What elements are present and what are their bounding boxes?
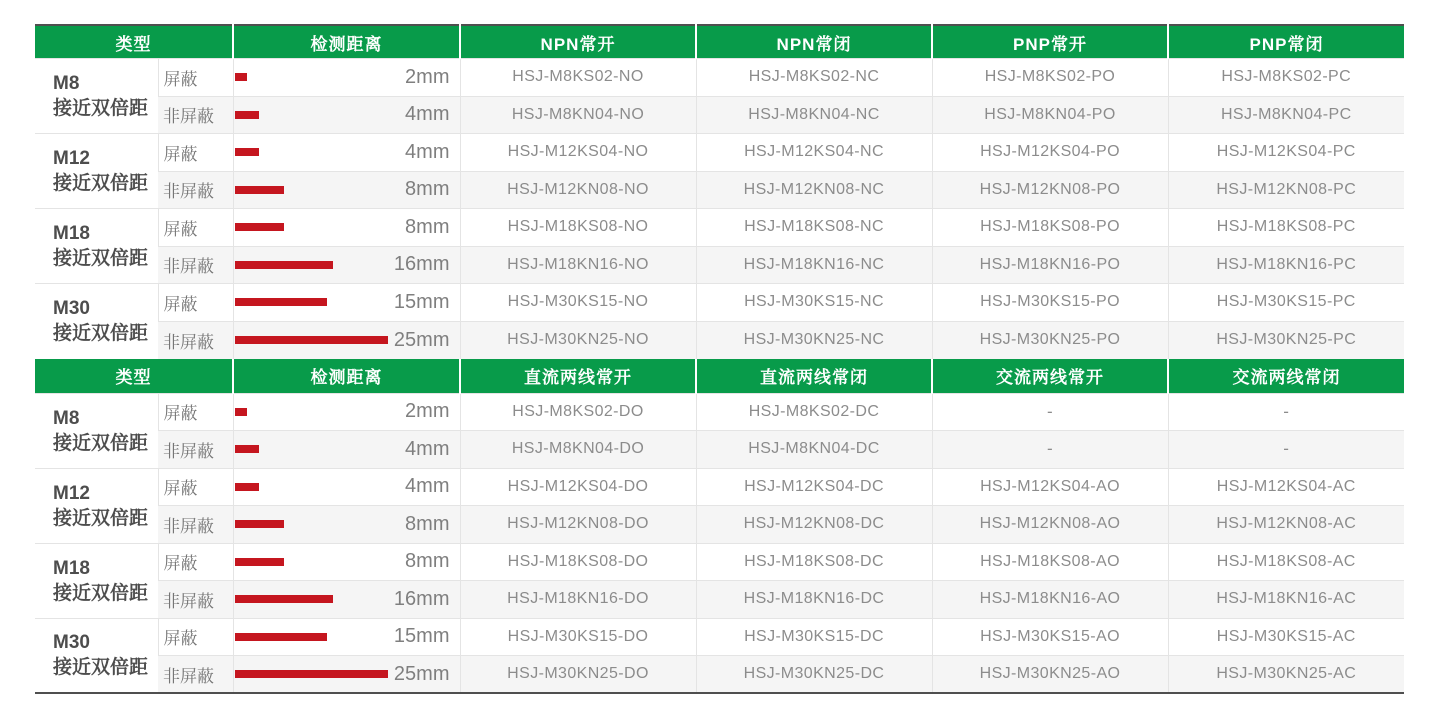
part-number-cell: HSJ-M12KS04-PC — [1168, 134, 1404, 172]
distance-cell — [233, 96, 460, 134]
distance-bar — [235, 336, 388, 344]
column-header: 检测距离 — [233, 359, 460, 394]
shield-cell: 非屏蔽 — [158, 246, 233, 284]
part-number-cell: HSJ-M8KS02-NO — [460, 59, 696, 97]
part-number-cell: HSJ-M12KS04-AO — [932, 468, 1168, 506]
part-number-cell: HSJ-M12KN08-DC — [696, 506, 932, 544]
empty-cell: - — [1168, 393, 1404, 431]
empty-cell: - — [932, 393, 1168, 431]
part-number-cell: HSJ-M30KS15-DO — [460, 618, 696, 656]
distance-label: 15mm — [393, 290, 450, 313]
type-desc-label: 接近双倍距 — [53, 323, 149, 345]
type-desc-label: 接近双倍距 — [53, 582, 149, 604]
shield-cell: 非屏蔽 — [158, 431, 233, 469]
distance-bar — [235, 408, 247, 416]
part-number-cell: HSJ-M8KN04-DO — [460, 431, 696, 469]
table-row — [35, 581, 1404, 619]
shield-cell: 非屏蔽 — [158, 656, 233, 694]
part-number-cell: HSJ-M30KS15-AC — [1168, 618, 1404, 656]
shield-cell: 非屏蔽 — [158, 96, 233, 134]
distance-bar — [235, 483, 259, 491]
part-number-cell: HSJ-M18KN16-AO — [932, 581, 1168, 619]
distance-cell — [233, 246, 460, 284]
distance-label: 8mm — [405, 178, 450, 201]
part-number-cell: HSJ-M8KS02-DC — [696, 393, 932, 431]
part-number-cell: HSJ-M18KS08-PO — [932, 209, 1168, 247]
distance-bar — [235, 223, 284, 231]
distance-cell — [233, 59, 460, 97]
table-row — [35, 171, 1404, 209]
part-number-cell: HSJ-M30KN25-DO — [460, 656, 696, 694]
part-number-cell: HSJ-M18KN16-PO — [932, 246, 1168, 284]
part-number-cell: HSJ-M8KN04-PC — [1168, 96, 1404, 134]
npn-pnp-spec-table — [35, 24, 1404, 359]
distance-cell — [233, 506, 460, 544]
distance-label: 15mm — [393, 625, 450, 648]
part-number-cell: HSJ-M8KS02-DO — [460, 393, 696, 431]
part-number-cell: HSJ-M12KS04-DO — [460, 468, 696, 506]
distance-bar — [235, 670, 388, 678]
part-number-cell: HSJ-M30KS15-PC — [1168, 284, 1404, 322]
distance-cell — [233, 656, 460, 694]
part-number-cell: HSJ-M12KS04-AC — [1168, 468, 1404, 506]
part-number-cell: HSJ-M8KS02-PC — [1168, 59, 1404, 97]
type-desc-label: 接近双倍距 — [53, 432, 149, 454]
part-number-cell: HSJ-M30KS15-PO — [932, 284, 1168, 322]
table-row — [35, 543, 1404, 581]
distance-label: 25mm — [393, 328, 450, 351]
distance-label: 4mm — [405, 140, 450, 163]
empty-cell: - — [1168, 431, 1404, 469]
type-cell — [35, 209, 158, 284]
distance-label: 2mm — [405, 400, 450, 423]
type-size-label: M8 — [53, 73, 80, 94]
part-number-cell: HSJ-M12KN08-DO — [460, 506, 696, 544]
distance-bar — [235, 111, 259, 119]
table-row — [35, 59, 1404, 97]
type-cell — [35, 134, 158, 209]
column-header: 类型 — [35, 359, 233, 394]
table-row — [35, 618, 1404, 656]
part-number-cell: HSJ-M18KN16-AC — [1168, 581, 1404, 619]
part-number-cell: HSJ-M8KN04-NO — [460, 96, 696, 134]
distance-cell — [233, 284, 460, 322]
part-number-cell: HSJ-M30KS15-NC — [696, 284, 932, 322]
type-cell — [35, 543, 158, 618]
distance-label: 4mm — [405, 475, 450, 498]
distance-bar — [235, 633, 327, 641]
table-row — [35, 393, 1404, 431]
type-size-label: M30 — [53, 632, 90, 654]
sensor-table-dc-ac — [35, 359, 1403, 695]
part-number-cell: HSJ-M12KS04-DC — [696, 468, 932, 506]
column-header: 直流两线常闭 — [696, 359, 932, 394]
part-number-cell: HSJ-M30KN25-PC — [1168, 321, 1404, 359]
distance-bar — [235, 148, 259, 156]
distance-label: 4mm — [405, 437, 450, 460]
column-header: PNP常开 — [932, 25, 1168, 59]
type-cell — [35, 618, 158, 693]
table-row — [35, 431, 1404, 469]
type-cell — [35, 59, 158, 134]
part-number-cell: HSJ-M18KS08-PC — [1168, 209, 1404, 247]
distance-bar — [235, 73, 247, 81]
part-number-cell: HSJ-M12KN08-AC — [1168, 506, 1404, 544]
part-number-cell: HSJ-M12KN08-NO — [460, 171, 696, 209]
shield-cell: 非屏蔽 — [158, 321, 233, 359]
column-header: 类型 — [35, 25, 233, 59]
part-number-cell: HSJ-M18KN16-NC — [696, 246, 932, 284]
table-row — [35, 468, 1404, 506]
table-row — [35, 209, 1404, 247]
part-number-cell: HSJ-M18KN16-PC — [1168, 246, 1404, 284]
part-number-cell: HSJ-M8KN04-DC — [696, 431, 932, 469]
part-number-cell: HSJ-M12KN08-PO — [932, 171, 1168, 209]
distance-label: 16mm — [393, 253, 450, 276]
part-number-cell: HSJ-M12KS04-NO — [460, 134, 696, 172]
part-number-cell: HSJ-M8KN04-NC — [696, 96, 932, 134]
distance-bar — [235, 445, 259, 453]
distance-cell — [233, 543, 460, 581]
shield-cell: 屏蔽 — [158, 59, 233, 97]
part-number-cell: HSJ-M18KN16-DC — [696, 581, 932, 619]
column-header: 直流两线常开 — [460, 359, 696, 394]
part-number-cell: HSJ-M8KS02-PO — [932, 59, 1168, 97]
distance-cell — [233, 618, 460, 656]
part-number-cell: HSJ-M18KS08-DC — [696, 543, 932, 581]
shield-cell: 屏蔽 — [158, 618, 233, 656]
distance-label: 2mm — [405, 65, 450, 88]
shield-cell: 屏蔽 — [158, 134, 233, 172]
part-number-cell: HSJ-M30KS15-DC — [696, 618, 932, 656]
part-number-cell: HSJ-M30KS15-NO — [460, 284, 696, 322]
dc-ac-spec-table — [35, 359, 1404, 695]
shield-cell: 非屏蔽 — [158, 506, 233, 544]
distance-cell — [233, 321, 460, 359]
type-cell — [35, 468, 158, 543]
shield-cell: 屏蔽 — [158, 543, 233, 581]
column-header: 交流两线常开 — [932, 359, 1168, 394]
table-row — [35, 246, 1404, 284]
part-number-cell: HSJ-M8KS02-NC — [696, 59, 932, 97]
part-number-cell: HSJ-M8KN04-PO — [932, 96, 1168, 134]
distance-cell — [233, 581, 460, 619]
part-number-cell: HSJ-M18KS08-AO — [932, 543, 1168, 581]
part-number-cell: HSJ-M30KN25-PO — [932, 321, 1168, 359]
part-number-cell: HSJ-M30KN25-DC — [696, 656, 932, 694]
part-number-cell: HSJ-M12KN08-PC — [1168, 171, 1404, 209]
type-cell — [35, 393, 158, 468]
part-number-cell: HSJ-M18KS08-AC — [1168, 543, 1404, 581]
type-size-label: M18 — [53, 557, 90, 579]
product-spec-sheet — [35, 24, 1403, 694]
column-header: NPN常开 — [460, 25, 696, 59]
table-row — [35, 96, 1404, 134]
part-number-cell: HSJ-M18KN16-NO — [460, 246, 696, 284]
part-number-cell: HSJ-M12KS04-NC — [696, 134, 932, 172]
type-size-label: M18 — [53, 223, 90, 244]
table-row — [35, 321, 1404, 359]
part-number-cell: HSJ-M30KN25-NO — [460, 321, 696, 359]
type-size-label: M12 — [53, 148, 90, 169]
distance-bar — [235, 558, 284, 566]
shield-cell: 非屏蔽 — [158, 581, 233, 619]
type-size-label: M8 — [53, 407, 80, 429]
part-number-cell: HSJ-M30KS15-AO — [932, 618, 1168, 656]
table-row — [35, 506, 1404, 544]
part-number-cell: HSJ-M18KS08-NO — [460, 209, 696, 247]
shield-cell: 非屏蔽 — [158, 171, 233, 209]
part-number-cell: HSJ-M18KS08-NC — [696, 209, 932, 247]
distance-bar — [235, 261, 333, 269]
type-cell — [35, 284, 158, 359]
header-row — [35, 25, 1404, 59]
part-number-cell: HSJ-M30KN25-AC — [1168, 656, 1404, 694]
column-header: NPN常闭 — [696, 25, 932, 59]
distance-label: 8mm — [405, 512, 450, 535]
table-row — [35, 656, 1404, 694]
distance-bar — [235, 595, 333, 603]
sensor-table-npn-pnp — [35, 24, 1403, 359]
distance-cell — [233, 393, 460, 431]
distance-label: 8mm — [405, 550, 450, 573]
type-desc-label: 接近双倍距 — [53, 173, 149, 194]
part-number-cell: HSJ-M18KS08-DO — [460, 543, 696, 581]
column-header: 交流两线常闭 — [1168, 359, 1404, 394]
distance-cell — [233, 468, 460, 506]
table-row — [35, 134, 1404, 172]
type-desc-label: 接近双倍距 — [53, 507, 149, 529]
distance-bar — [235, 298, 327, 306]
distance-cell — [233, 209, 460, 247]
part-number-cell: HSJ-M18KN16-DO — [460, 581, 696, 619]
part-number-cell: HSJ-M12KN08-NC — [696, 171, 932, 209]
part-number-cell: HSJ-M30KN25-NC — [696, 321, 932, 359]
distance-label: 16mm — [393, 587, 450, 610]
distance-cell — [233, 134, 460, 172]
distance-label: 4mm — [405, 103, 450, 126]
distance-bar — [235, 520, 284, 528]
column-header: 检测距离 — [233, 25, 460, 59]
shield-cell: 屏蔽 — [158, 284, 233, 322]
distance-cell — [233, 431, 460, 469]
distance-label: 8mm — [405, 215, 450, 238]
type-desc-label: 接近双倍距 — [53, 657, 149, 679]
part-number-cell: HSJ-M12KS04-PO — [932, 134, 1168, 172]
type-size-label: M12 — [53, 482, 90, 504]
type-desc-label: 接近双倍距 — [53, 98, 149, 119]
part-number-cell: HSJ-M30KN25-AO — [932, 656, 1168, 694]
shield-cell: 屏蔽 — [158, 393, 233, 431]
type-size-label: M30 — [53, 298, 90, 320]
part-number-cell: HSJ-M12KN08-AO — [932, 506, 1168, 544]
column-header: PNP常闭 — [1168, 25, 1404, 59]
distance-cell — [233, 171, 460, 209]
shield-cell: 屏蔽 — [158, 468, 233, 506]
empty-cell: - — [932, 431, 1168, 469]
distance-label: 25mm — [393, 662, 450, 685]
shield-cell: 屏蔽 — [158, 209, 233, 247]
table-row — [35, 284, 1404, 322]
distance-bar — [235, 186, 284, 194]
header-row — [35, 359, 1404, 394]
type-desc-label: 接近双倍距 — [53, 248, 149, 269]
